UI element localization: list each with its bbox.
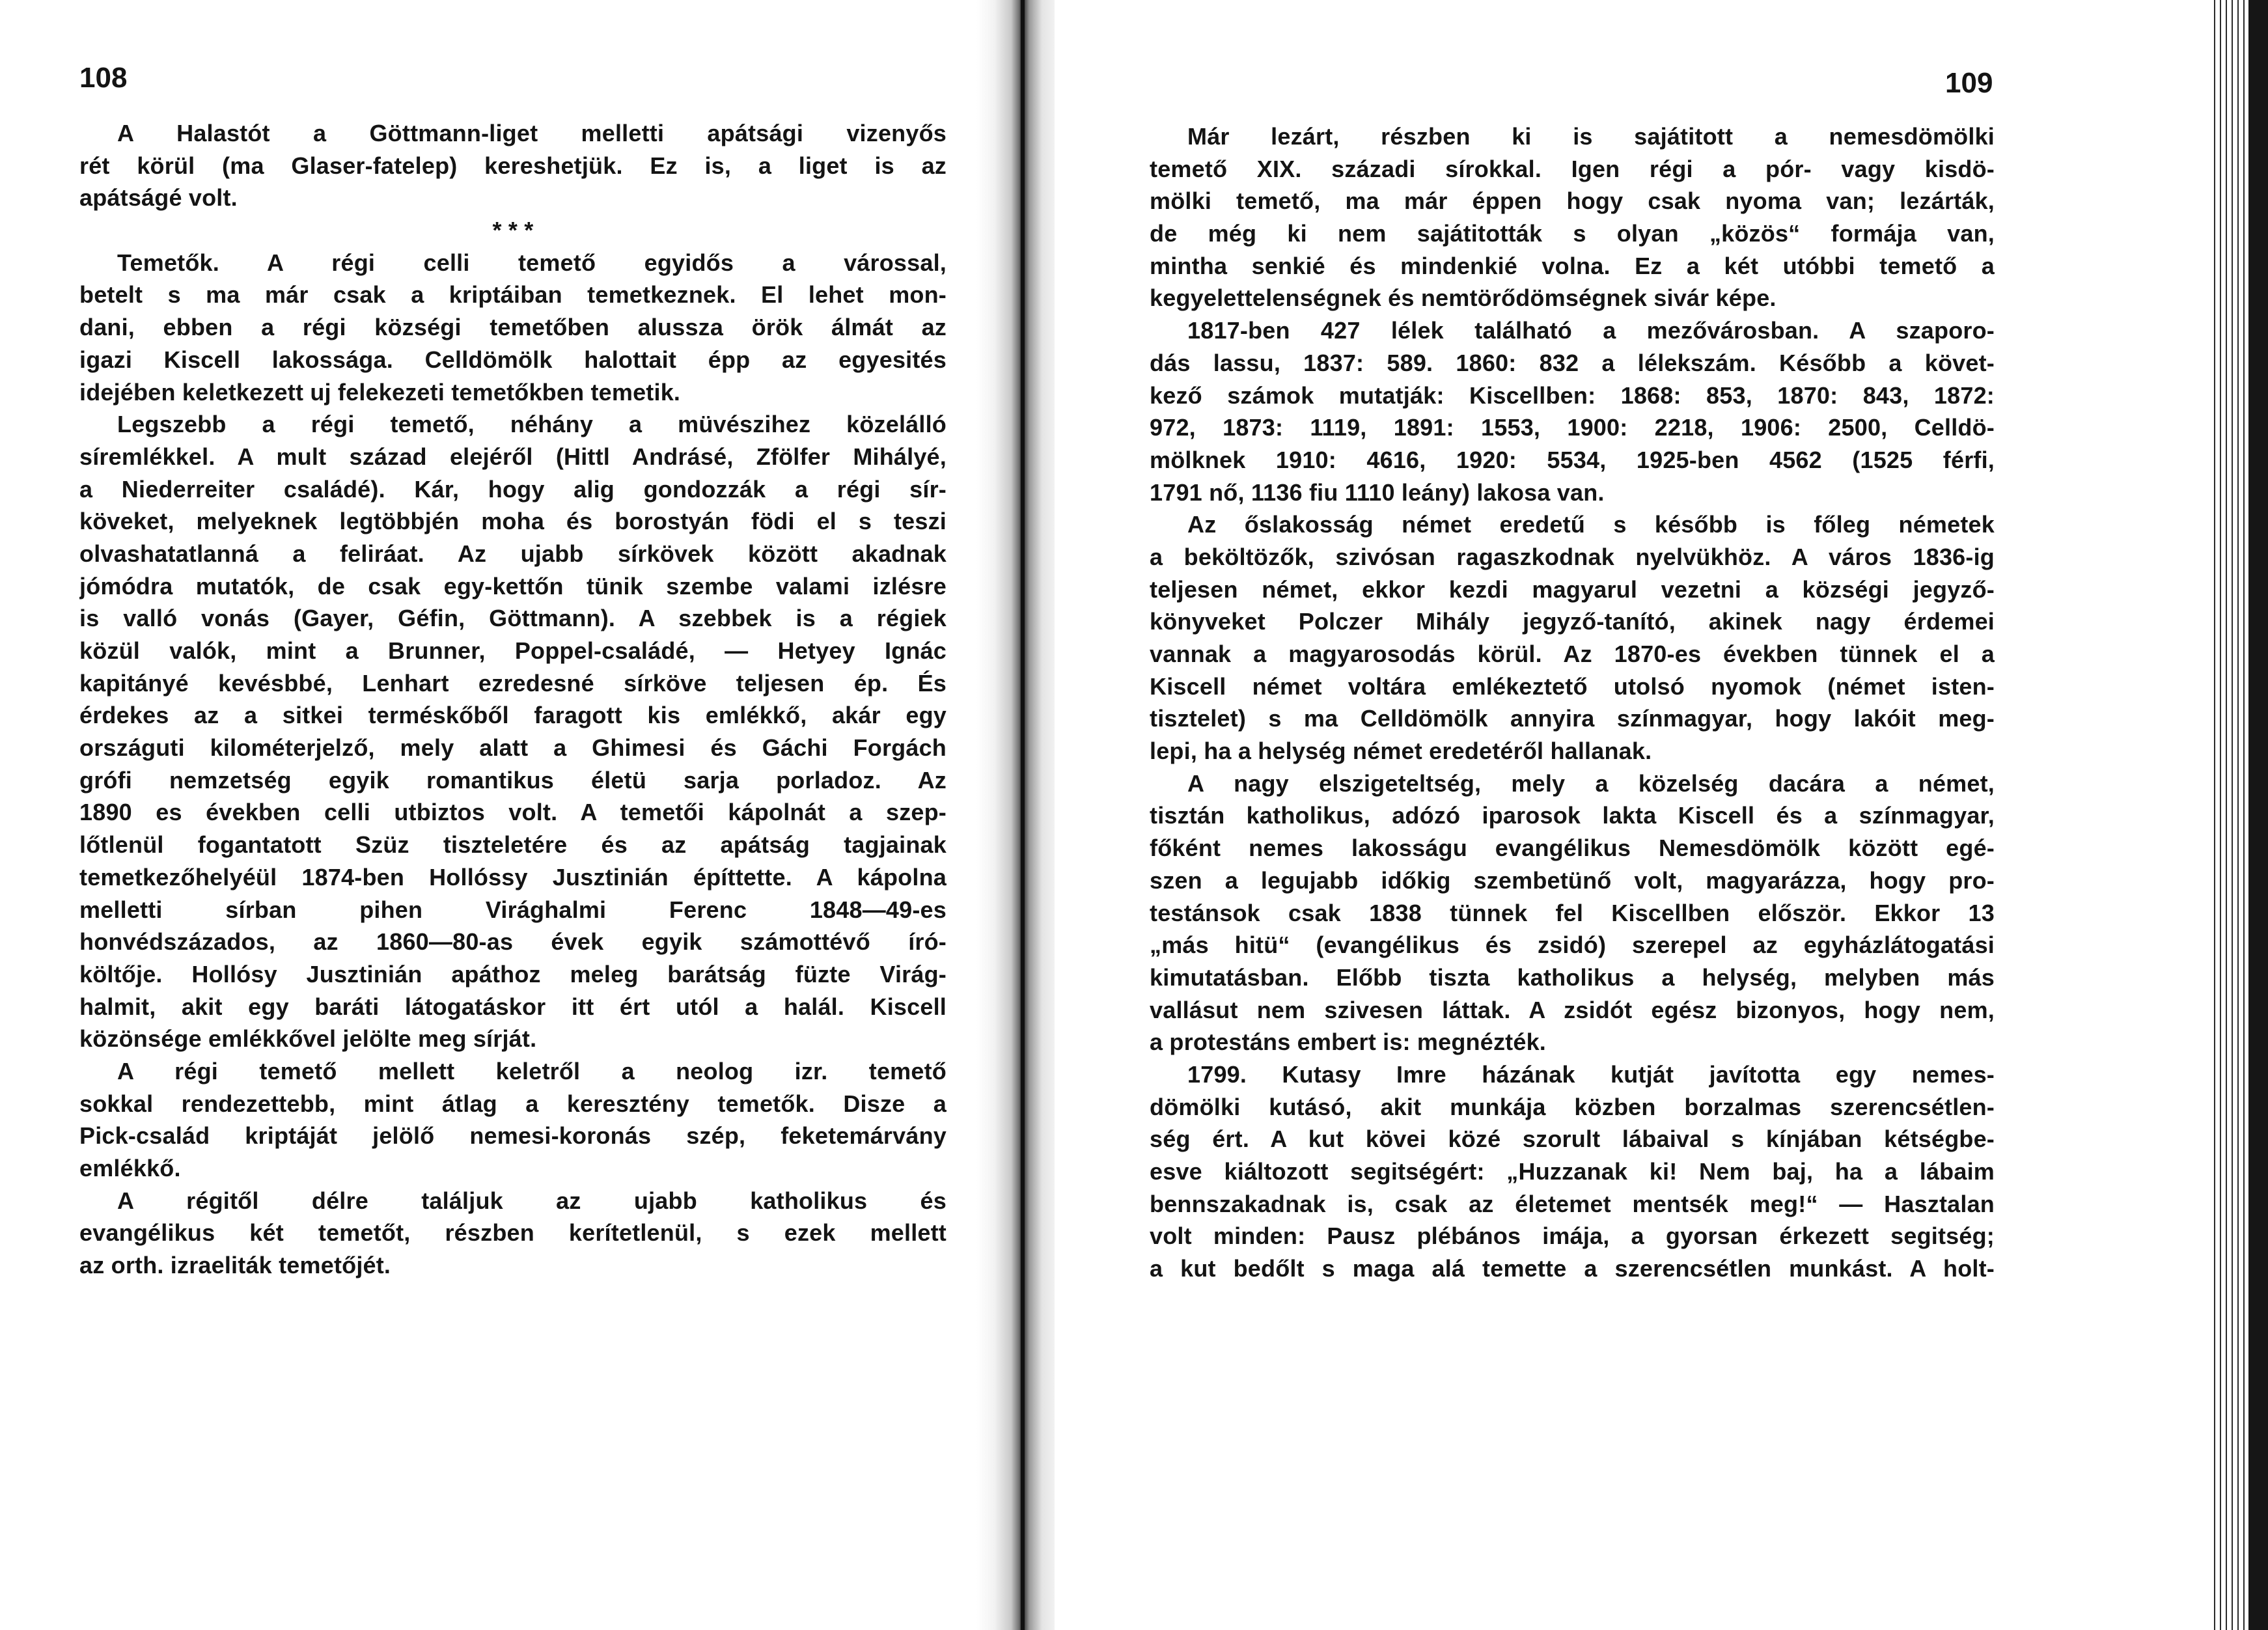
text-line: könyveket Polczer Mihály jegyző-tanító, akinek nagy érdemei [1150, 608, 1995, 635]
text-line: jómódra mutatók, de csak egy-kettőn tünik szembe valami izlésre [79, 572, 947, 600]
text-line: Temetők. A régi celli temető egyidős a várossal, [117, 249, 947, 276]
text-line: apátságé volt. [79, 184, 238, 212]
text-line: Már lezárt, részben ki is sajátitott a nemesdömölki [1187, 123, 1995, 150]
text-line: temető XIX. századi sírokkal. Igen régi a pór- vagy kisdö- [1150, 155, 1995, 182]
text-line: bennszakadnak is, csak az életemet mentsék meg!“ — Hasztalan [1150, 1190, 1995, 1217]
text-line: síremlékkel. A mult század elejéről (Hittl Andrásé, Zfölfer Mihályé, [79, 443, 947, 470]
text-line: igazi Kiscell lakossága. Celldömölk halottait épp az egyesités [79, 346, 947, 373]
text-line: 1890 es években celli utbiztos volt. A temetői kápolnát a szep- [79, 799, 947, 826]
text-line: rét körül (ma Glaser-fatelep) kereshetjük. Ez is, a liget is az [79, 152, 947, 179]
text-line: dani, ebben a régi községi temetőben alussza örök álmát az [79, 314, 947, 341]
left-page [0, 0, 1006, 1630]
text-line: emlékkő. [79, 1155, 181, 1181]
text-line: olvashatatlanná a feliráat. Az ujabb sírkövek között akadnak [79, 540, 947, 567]
text-line: is valló vonás (Gayer, Géfin, Göttmann). A szebbek is a régiek [79, 605, 947, 632]
text-line: volt minden: Pausz plébános imája, a gyorsan érkezett segitség; [1150, 1222, 1995, 1250]
text-line: vannak a magyarosodás körül. Az 1870-es években tünnek el a [1150, 641, 1995, 667]
text-line: melletti sírban pihen Virághalmi Ferenc 1848—49-es [79, 896, 947, 923]
text-line: teljesen német, ekkor kezdi magyarul vezetni a községi jegyző- [1150, 575, 1995, 603]
text-line: 972, 1873: 1119, 1891: 1553, 1900: 2218, 1906: 2500, Celldö- [1150, 414, 1995, 441]
text-line: az orth. izraeliták temetőjét. [79, 1252, 391, 1279]
left-page-text [79, 117, 947, 1282]
text-line: tisztán katholikus, adózó iparosok lakta Kiscell és a színmagyar, [1150, 802, 1995, 829]
text-line: kező számok mutatják: Kiscellben: 1868: 853, 1870: 843, 1872: [1150, 381, 1995, 409]
text-line: főként nemes lakosságu evangélikus Nemesdömölk között egé- [1150, 835, 1995, 862]
text-line: sokkal rendezettebb, mint átlag a keresztény temetők. Disze a [79, 1090, 947, 1117]
text-line: idejében keletkezett uj felekezeti temetőkben temetik. [79, 378, 681, 406]
text-line: 1799. Kutasy Imre házának kutját javította egy nemes- [1187, 1060, 1995, 1088]
text-line: grófi nemzetség egyik romantikus életü sarja porladoz. Az [79, 766, 947, 794]
text-line: a Niederreiter családé). Kár, hogy alig gondozzák a régi sír- [79, 475, 947, 503]
text-line: betelt s ma már csak a kriptáiban temetkeznek. El lehet mon- [79, 281, 947, 309]
page-number-right: 109 [1945, 67, 1993, 99]
text-line: A Halastót a Göttmann-liget melletti apátsági vizenyős [117, 120, 947, 146]
text-line: A nagy elszigeteltség, mely a közelség dacára a német, [1187, 769, 1995, 797]
right-page [1055, 0, 2268, 1630]
text-line: Legszebb a régi temető, néhány a müvészihez közelálló [117, 411, 947, 438]
text-line: mölknek 1910: 4616, 1920: 5534, 1925-ben 4562 (1525 férfi, [1150, 446, 1995, 473]
text-line: evangélikus két temetőt, részben kerítetlenül, s ezek mellett [79, 1219, 947, 1247]
text-line: a kut bedőlt s maga alá temette a szerencsétlen munkást. A holt- [1150, 1255, 1995, 1282]
text-line: szen a legujabb időkig szembetünő volt, magyarázza, hogy pro- [1150, 866, 1995, 894]
text-line: A régitől délre találjuk az ujabb katholikus és [117, 1187, 947, 1214]
text-line: a beköltözők, szivósan ragaszkodnak nyelvükhöz. A város 1836-ig [1150, 543, 1995, 570]
text-line: közül valók, mint a Brunner, Poppel-családé, — Hetyey Ignác [79, 637, 947, 664]
text-line: lepi, ha a helység német eredetéről hallanak. [1150, 738, 1652, 765]
text-line: lőtlenül fogantatott Szüz tiszteletére és az apátság tagjainak [79, 831, 947, 859]
text-line: testánsok csak 1838 tünnek fel Kiscellben először. Ekkor 13 [1150, 899, 1995, 926]
text-line: Az őslakosság német eredetű s később is főleg németek [1187, 511, 1995, 538]
book-spine-line [1021, 0, 1025, 1630]
text-line: mintha senkié és mindenkié volna. Ez a két utóbbi temető a [1150, 252, 1995, 279]
text-line: dás lassu, 1837: 589. 1860: 832 a lélekszám. Később a követ- [1150, 349, 1995, 376]
text-line: „más hitü“ (evangélikus és zsidó) szerepel az egyházlátogatási [1150, 932, 1995, 959]
text-line: * * * [492, 217, 534, 244]
text-line: kapitányé kevésbbé, Lenhart ezredesné sírköve teljesen ép. És [79, 669, 947, 697]
text-line: 1791 nő, 1136 fiu 1110 leány) lakosa van. [1150, 478, 1605, 506]
text-line: érdekes az a sitkei terméskőből faragott kis emlékkő, akár egy [79, 702, 947, 729]
text-line: A régi temető mellett keletről a neolog izr. temető [117, 1057, 947, 1084]
text-line: költője. Hollósy Jusztinián apáthoz meleg barátság füzte Virág- [79, 960, 947, 988]
text-line: 1817-ben 427 lélek található a mezővárosban. A szaporo- [1187, 317, 1995, 344]
text-line: mölki temető, ma már éppen hogy csak nyoma van; lezárták, [1150, 187, 1995, 215]
text-line: a protestáns embert is: megnézték. [1150, 1029, 1546, 1056]
page-number-left: 108 [79, 62, 128, 94]
text-line: kimutatásban. Előbb tiszta katholikus a helység, melyben más [1150, 963, 1995, 991]
text-line: temetkezőhelyéül 1874-ben Hollóssy Jusztinián építtette. A kápolna [79, 863, 947, 891]
text-line: dömölki kutásó, akit munkája közben borzalmas szerencsétlen- [1150, 1093, 1995, 1120]
scan-edge-shadow [2248, 0, 2268, 1630]
text-line: köveket, melyeknek legtöbbjén moha és borostyán födi el s teszi [79, 508, 947, 535]
text-line: honvédszázados, az 1860—80-as évek egyik számottévő író- [79, 928, 947, 956]
text-line: ség ért. A kut kövei közé szorult lábaival s kínjában kétségbe- [1150, 1126, 1995, 1153]
text-line: esve kiáltozott segitségért: „Huzzanak ki! Nem baj, ha a lábaim [1150, 1158, 1995, 1185]
text-line: kegyelettelenségnek és nemtörődömségnek sivár képe. [1150, 284, 1777, 312]
text-line: halmit, akit egy baráti látogatáskor itt ért utól a halál. Kiscell [79, 993, 947, 1020]
text-line: közönsége emlékkővel jelölte meg sírját. [79, 1025, 537, 1053]
text-line: vallásut nem szivesen láttak. A zsidót egész bizonyos, hogy nem, [1150, 996, 1995, 1023]
text-line: Pick-család kriptáját jelölő nemesi-koronás szép, feketemárvány [79, 1122, 947, 1150]
text-line: országuti kilométerjelző, mely alatt a Ghimesi és Gáchi Forgách [79, 734, 947, 762]
text-line: Kiscell német voltára emlékeztető utolsó nyomok (német isten- [1150, 672, 1995, 700]
text-line: de még ki nem sajátitották s olyan „közös“ formája van, [1150, 220, 1995, 247]
text-line: tisztelet) s ma Celldömölk annyira színmagyar, hogy lakóit meg- [1150, 705, 1995, 732]
right-page-text [1150, 120, 1995, 1285]
